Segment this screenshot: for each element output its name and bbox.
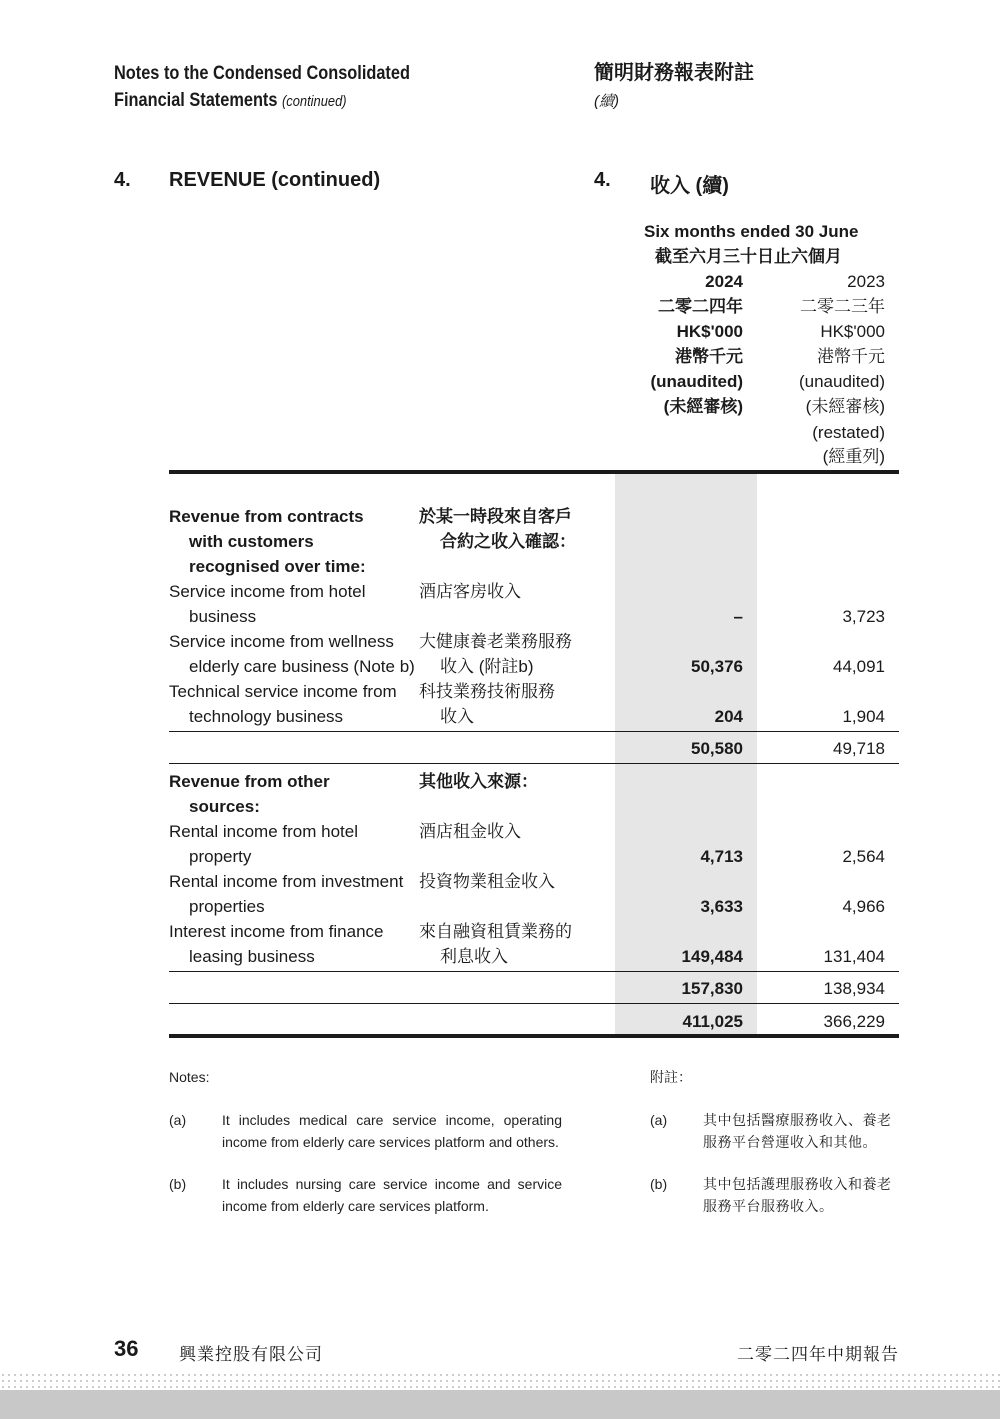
header-title-en-line2-wrap [114, 87, 410, 115]
notes-label-en: Notes: [169, 1069, 210, 1085]
col-2024-year-zh: 二零二四年 [658, 297, 743, 316]
contracts-heading-en-3: recognised over time: [189, 557, 366, 576]
row-value-2023: 2,564 [842, 847, 885, 866]
header-title-en [114, 60, 410, 115]
note-text-zh: 其中包括醫療服務收入、養老服務平台營運收入和其他。 [703, 1112, 892, 1150]
other-heading-zh: 其他收入來源： [419, 772, 538, 791]
footer-dot-pattern [0, 1372, 1000, 1390]
note-key-en: (b) [169, 1176, 187, 1192]
section-number-zh: 4. [594, 169, 611, 191]
note-key-zh: (a) [650, 1112, 668, 1128]
row-label-en: Rental income from hotel [169, 822, 358, 841]
header-title-zh: 簡明財務報表附註 [594, 62, 754, 84]
row-value-2023: 3,723 [842, 607, 885, 626]
table-top-rule [169, 470, 899, 474]
row-label-zh-cont: 收入 [440, 707, 474, 726]
other-heading-en-2: sources: [189, 797, 260, 816]
contracts-subtotal-rule [169, 731, 899, 732]
contracts-heading-en-1: Revenue from contracts [169, 507, 364, 526]
col-2024-unit: HK$'000 [676, 322, 743, 341]
contracts-heading-zh-2: 合約之收入確認： [440, 532, 576, 551]
total-2023: 366,229 [823, 1012, 885, 1031]
col-2023-restated-zh: (經重列) [822, 447, 885, 466]
row-value-2024: 3,633 [700, 897, 743, 916]
row-value-2023: 131,404 [823, 947, 885, 966]
row-value-2023: 44,091 [833, 657, 885, 676]
contracts-subtotal-2023: 49,718 [833, 739, 885, 758]
row-label-en-cont: property [189, 847, 252, 866]
contracts-subtotal-bottom-rule [169, 763, 899, 764]
row-label-en-cont: properties [189, 897, 265, 916]
col-2023-unit-zh: 港幣千元 [817, 347, 885, 366]
footer-report-title: 二零二四年中期報告 [737, 1345, 899, 1364]
footer-company-name: 興業控股有限公司 [179, 1345, 323, 1364]
row-label-en-cont: technology business [189, 707, 344, 726]
col-2024-status: (unaudited) [650, 372, 743, 391]
footer-band [0, 1390, 1000, 1419]
contracts-heading-en-2: with customers [189, 532, 314, 551]
row-label-zh: 酒店租金收入 [419, 822, 521, 841]
section-title-en: REVENUE (continued) [169, 169, 381, 191]
note-text-zh: 其中包括護理服務收入和養老服務平台服務收入。 [703, 1176, 892, 1214]
row-value-2024: 204 [714, 707, 743, 726]
col-2024-status-zh: (未經審核) [663, 397, 743, 416]
header-title-en-line2: Financial Statements [114, 90, 278, 111]
row-label-en: Technical service income from [169, 682, 397, 701]
row-label-zh-cont: 利息收入 [440, 947, 508, 966]
col-2024-year: 2024 [705, 272, 743, 291]
header-title-en-line1: Notes to the Condensed Consolidated [114, 63, 410, 84]
other-subtotal-bottom-rule [169, 1003, 899, 1004]
row-label-en: Interest income from finance [169, 922, 384, 941]
col-2023-year-zh: 二零二三年 [800, 297, 885, 316]
other-subtotal-rule [169, 971, 899, 972]
row-label-zh: 酒店客房收入 [419, 582, 521, 601]
row-value-2024: – [733, 607, 743, 626]
other-subtotal-2023: 138,934 [823, 979, 885, 998]
row-label-en-cont: leasing business [189, 947, 315, 966]
note-key-en: (a) [169, 1112, 187, 1128]
row-label-en: Service income from hotel [169, 582, 366, 601]
col-2023-year: 2023 [847, 272, 885, 291]
row-value-2024: 50,376 [691, 657, 743, 676]
contracts-subtotal-2024: 50,580 [691, 739, 743, 758]
row-value-2023: 1,904 [842, 707, 885, 726]
row-label-zh: 大健康養老業務服務 [419, 632, 572, 651]
row-label-zh: 來自融資租賃業務的 [419, 922, 572, 941]
other-subtotal-2024: 157,830 [681, 979, 743, 998]
row-label-en-cont: business [189, 607, 257, 626]
row-label-zh-cont: 收入 (附註b) [440, 657, 534, 676]
section-title-zh: 收入 (續) [650, 175, 729, 197]
period-heading-zh: 截至六月三十日止六個月 [655, 247, 842, 266]
col-2023-restated: (restated) [812, 423, 885, 442]
other-heading-en-1: Revenue from other [169, 772, 330, 791]
note-text-en: It includes medical care service income, operating income from elderly care services platform and others. [222, 1112, 562, 1150]
section-number-en: 4. [114, 169, 131, 191]
row-label-zh: 投資物業租金收入 [419, 872, 555, 891]
row-value-2024: 4,713 [700, 847, 743, 866]
total-2024: 411,025 [682, 1012, 743, 1031]
note-key-zh: (b) [650, 1176, 668, 1192]
row-label-en-cont: elderly care business (Note b) [189, 657, 415, 676]
row-label-en: Rental income from investment [169, 872, 404, 891]
col-2023-unit: HK$'000 [820, 322, 885, 341]
col-2023-status: (unaudited) [798, 372, 885, 391]
header-continued-zh: (續) [594, 93, 619, 110]
contracts-heading-zh-1: 於某一時段來自客戶 [419, 507, 572, 526]
col-2024-unit-zh: 港幣千元 [675, 347, 743, 366]
row-label-en: Service income from wellness [169, 632, 394, 651]
col-2023-status-zh: (未經審核) [805, 397, 885, 416]
page-number: 36 [114, 1336, 139, 1361]
note-text-en: It includes nursing care service income and service income from elderly care services platform. [222, 1176, 562, 1214]
table-bottom-rule [169, 1034, 899, 1038]
header-continued-en: (continued) [281, 93, 347, 110]
row-value-2023: 4,966 [842, 897, 885, 916]
period-heading-en: Six months ended 30 June [644, 222, 859, 241]
row-value-2024: 149,484 [681, 947, 743, 966]
notes-label-zh: 附註： [650, 1069, 692, 1085]
row-label-zh: 科技業務技術服務 [419, 682, 555, 701]
